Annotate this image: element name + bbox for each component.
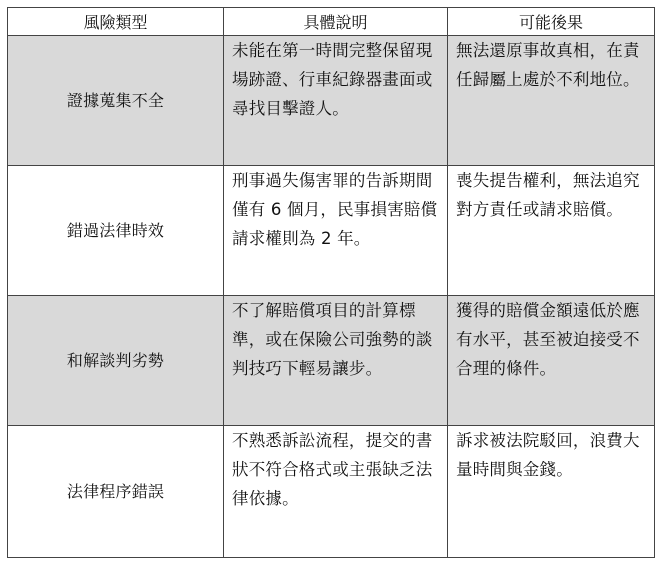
consequence-cell: 獲得的賠償金額遠低於應有水平，甚至被迫接受不合理的條件。	[448, 296, 655, 426]
description-cell: 不熟悉訴訟流程，提交的書狀不符合格式或主張缺乏法律依據。	[224, 426, 448, 558]
table-header-row	[8, 8, 655, 36]
consequence-cell: 喪失提告權利，無法追究對方責任或請求賠償。	[448, 166, 655, 296]
header-description: 具體說明	[224, 8, 448, 36]
risk-table-container	[7, 7, 655, 558]
risk-table	[7, 7, 655, 558]
risk-type-cell: 和解談判劣勢	[8, 296, 224, 426]
table-row	[8, 426, 655, 558]
table-row	[8, 36, 655, 166]
table-row	[8, 296, 655, 426]
description-cell: 未能在第一時間完整保留現場跡證、行車紀錄器畫面或尋找目擊證人。	[224, 36, 448, 166]
risk-type-cell: 錯過法律時效	[8, 166, 224, 296]
consequence-cell: 無法還原事故真相，在責任歸屬上處於不利地位。	[448, 36, 655, 166]
risk-type-cell: 法律程序錯誤	[8, 426, 224, 558]
consequence-cell: 訴求被法院駁回，浪費大量時間與金錢。	[448, 426, 655, 558]
description-cell: 不了解賠償項目的計算標準，或在保險公司強勢的談判技巧下輕易讓步。	[224, 296, 448, 426]
risk-type-cell: 證據蒐集不全	[8, 36, 224, 166]
table-row	[8, 166, 655, 296]
header-consequence: 可能後果	[448, 8, 655, 36]
header-risk-type: 風險類型	[8, 8, 224, 36]
description-cell: 刑事過失傷害罪的告訴期間僅有 6 個月，民事損害賠償請求權則為 2 年。	[224, 166, 448, 296]
